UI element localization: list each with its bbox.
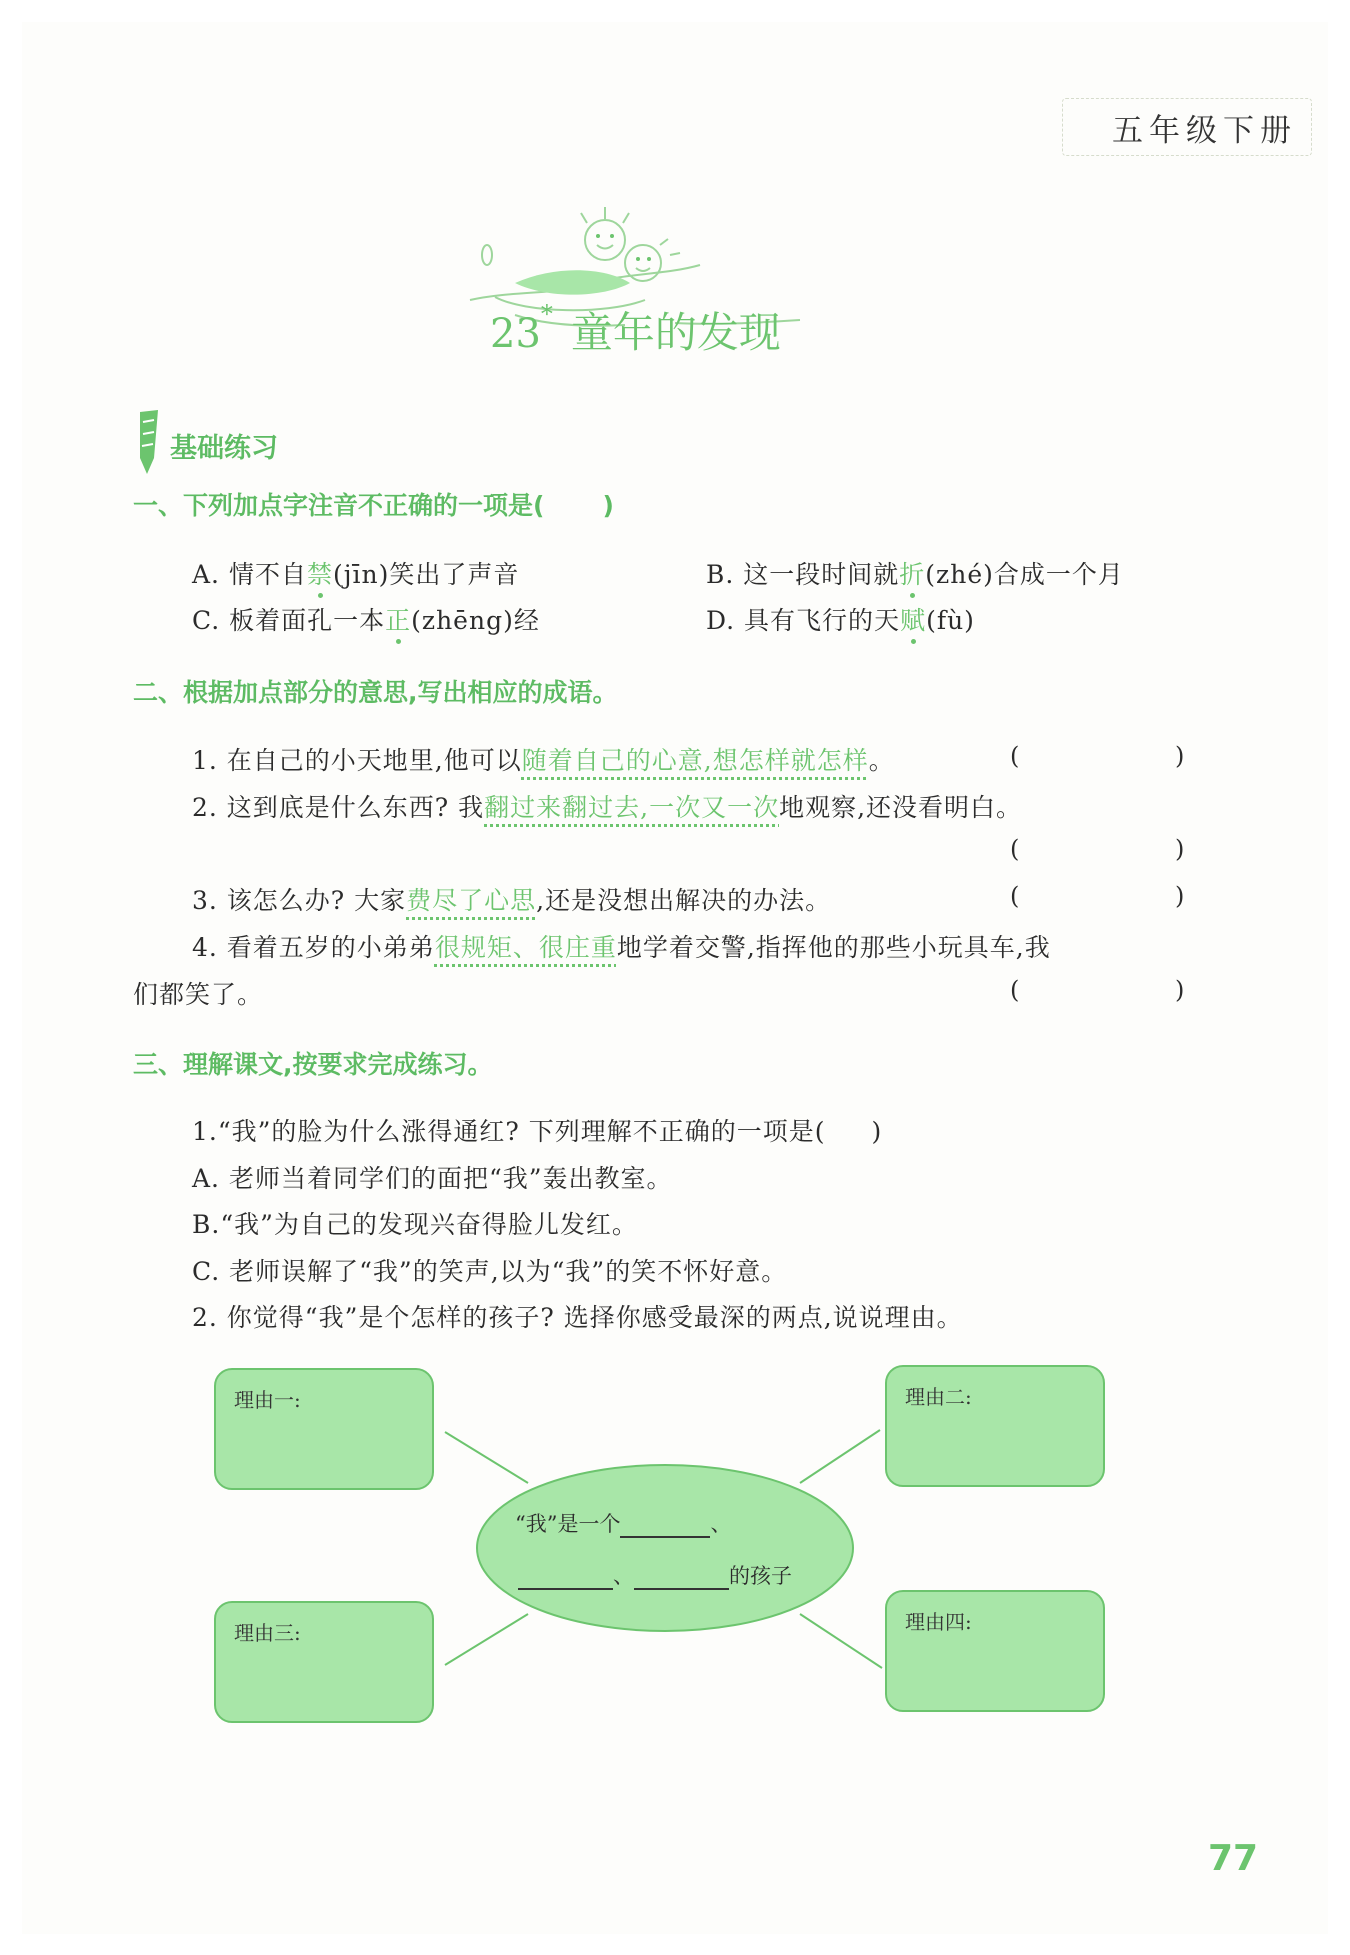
reason-box-2: 理由二: — [885, 1365, 1105, 1487]
q1-option-d: D. 具有飞行的天赋(fù) — [706, 606, 975, 635]
answer-blank[interactable] — [634, 1568, 729, 1590]
answer-paren-close: ) — [1175, 976, 1185, 1004]
lesson-name: 童年的发现 — [570, 308, 781, 357]
answer-paren-open: ( — [1010, 882, 1020, 910]
q2-item-2: 2. 这到底是什么东西? 我翻过来翻过去,一次又一次地观察,还没看明白。 — [192, 793, 1023, 822]
answer-paren-open: ( — [1010, 835, 1020, 863]
dotted-char: 赋 — [900, 606, 927, 635]
q3-heading: 三、理解课文,按要求完成练习。 — [133, 1050, 493, 1079]
answer-paren-close: ) — [1175, 835, 1185, 863]
q3-option-c: C. 老师误解了“我”的笑声,以为“我”的笑不怀好意。 — [192, 1257, 788, 1286]
q2-item-3: 3. 该怎么办? 大家费尽了心思,还是没想出解决的办法。 — [192, 886, 832, 915]
q1-option-b: B. 这一段时间就折(zhé)合成一个月 — [706, 560, 1124, 589]
q3-sub-2: 2. 你觉得“我”是个怎样的孩子? 选择你感受最深的两点,说说理由。 — [192, 1303, 963, 1332]
center-text-line-2: 、 的孩子 — [518, 1560, 792, 1590]
section-title: 基础练习 — [170, 433, 278, 464]
reason-box-4: 理由四: — [885, 1590, 1105, 1712]
page-number: 77 — [1208, 1838, 1259, 1879]
grade-label: 五年级下册 — [1062, 98, 1312, 156]
q2-heading: 二、根据加点部分的意思,写出相应的成语。 — [133, 678, 618, 707]
q1-heading: 一、下列加点字注音不正确的一项是( ) — [133, 491, 614, 520]
answer-blank[interactable] — [518, 1568, 613, 1590]
lesson-star: * — [540, 300, 553, 328]
answer-paren-open: ( — [1010, 976, 1020, 1004]
q1-option-c: C. 板着面孔一本正(zhēng)经 — [192, 606, 540, 635]
answer-paren-open: ( — [1010, 742, 1020, 770]
dotted-char: 折 — [899, 560, 926, 589]
q3-sub-1: 1.“我”的脸为什么涨得通红? 下列理解不正确的一项是( ) — [192, 1117, 883, 1146]
q2-item-4: 4. 看着五岁的小弟弟很规矩、很庄重地学着交警,指挥他的那些小玩具车,我 — [192, 933, 1051, 962]
answer-paren-close: ) — [1175, 742, 1185, 770]
dotted-char: 正 — [385, 606, 412, 635]
answer-paren-close: ) — [1175, 882, 1185, 910]
reason-box-3: 理由三: — [214, 1601, 434, 1723]
q3-option-a: A. 老师当着同学们的面把“我”轰出教室。 — [192, 1164, 673, 1193]
lesson-number: 23 — [490, 311, 541, 357]
q2-item-1: 1. 在自己的小天地里,他可以随着自己的心意,想怎样就怎样。 — [192, 746, 895, 775]
dotted-char: 禁 — [306, 560, 333, 589]
q3-option-b: B.“我”为自己的发现兴奋得脸儿发红。 — [192, 1210, 638, 1239]
center-ellipse — [477, 1465, 853, 1631]
q1-option-a: A. 情不自禁(jīn)笑出了声音 — [192, 560, 520, 589]
reason-box-1: 理由一: — [214, 1368, 434, 1490]
answer-blank[interactable] — [620, 1516, 710, 1538]
center-text-line-1: “我”是一个 、 — [515, 1512, 732, 1536]
q2-item-4-continued: 们都笑了。 — [133, 980, 264, 1009]
